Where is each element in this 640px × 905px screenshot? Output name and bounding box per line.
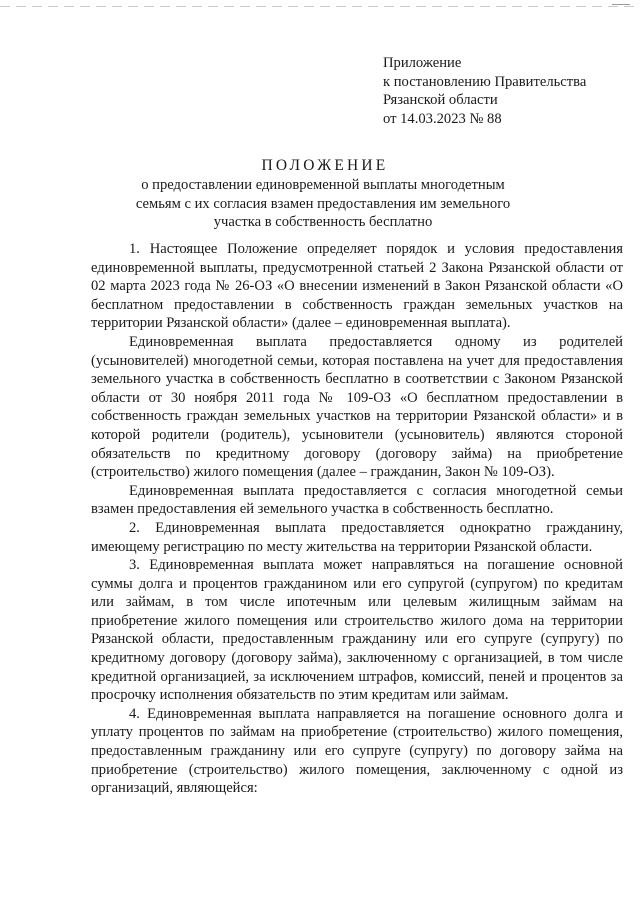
- paragraph: 3. Единовременная выплата может направляться на погашение основной суммы долга и процентов гражданином или его супругой (супругом) по кредитам или займам, в том числе ипотечным или целевым жилищным займам на приобретение жилого помещения или строительство жилого дома на территории Рязанской области, предоставленным гражданину или его супруге (супругу) по кредитному договору (договору займа), заключенному с организацией, в том числе кредитной организацией, за исключением штрафов, комиссий, пеней и процентов за просрочку исполнения обязательств по этим кредитам или займам.: [91, 557, 623, 704]
- document-header: [0, 156, 640, 232]
- document-title: ПОЛОЖЕНИЕ: [261, 157, 389, 174]
- appendix-block: [383, 54, 586, 128]
- paragraph: 1. Настоящее Положение определяет порядок и условия предоставления единовременной выплаты, предусмотренной статьей 2 Закона Рязанской области от 02 марта 2023 года № 26-ОЗ «О внесении изменений в Закон Рязанской области «О бесплатном предоставлении в собственность граждан земельных участков на территории Рязанской области» (далее – единовременная выплата).: [91, 241, 623, 332]
- scan-edge-line: [0, 6, 640, 7]
- subtitle-line: о предоставлении единовременной выплаты многодетным: [141, 177, 505, 193]
- appendix-line: от 14.03.2023 № 88: [383, 110, 502, 127]
- paragraph: Единовременная выплата предоставляется одному из родителей (усыновителей) многодетной семьи, которая поставлена на учет для предоставления земельного участка в собственность бесплатно в соответствии с Законом Рязанской области от 30 ноября 2011 года № 109-ОЗ «О бесплатном предоставлении в собственность граждан земельных участков на территории Рязанской области» и в которой родители (родитель), усыновители (усыновитель) являются стороной обязательств по кредитному договору (договору займа) на приобретение (строительство) жилого помещения (далее – гражданин, Закон № 109-ОЗ).: [91, 333, 623, 481]
- appendix-line: к постановлению Правительства: [383, 73, 587, 90]
- subtitle-line: семьям с их согласия взамен предоставления им земельного: [135, 195, 511, 212]
- paragraph: Единовременная выплата предоставляется с согласия многодетной семьи взамен предоставления ей земельного участка в собственность бесплатно.: [91, 482, 623, 518]
- document-body: [91, 240, 623, 798]
- scan-corner-mark: [612, 4, 630, 9]
- appendix-line: Рязанской области: [383, 92, 498, 109]
- paragraph: 4. Единовременная выплата направляется на погашение основного долга и уплату процентов по займам на приобретение (строительство) жилого помещения, предоставленным гражданину или его супруге (супругу) по договору займа на приобретение (строительство) жилого помещения, заключенному с одной из организаций, являющейся:: [91, 705, 623, 797]
- appendix-line: Приложение: [383, 55, 462, 71]
- paragraph: 2. Единовременная выплата предоставляется однократно гражданину, имеющему регистрацию по месту жительства на территории Рязанской области.: [91, 519, 623, 555]
- subtitle-line: участка в собственность бесплатно: [213, 214, 433, 231]
